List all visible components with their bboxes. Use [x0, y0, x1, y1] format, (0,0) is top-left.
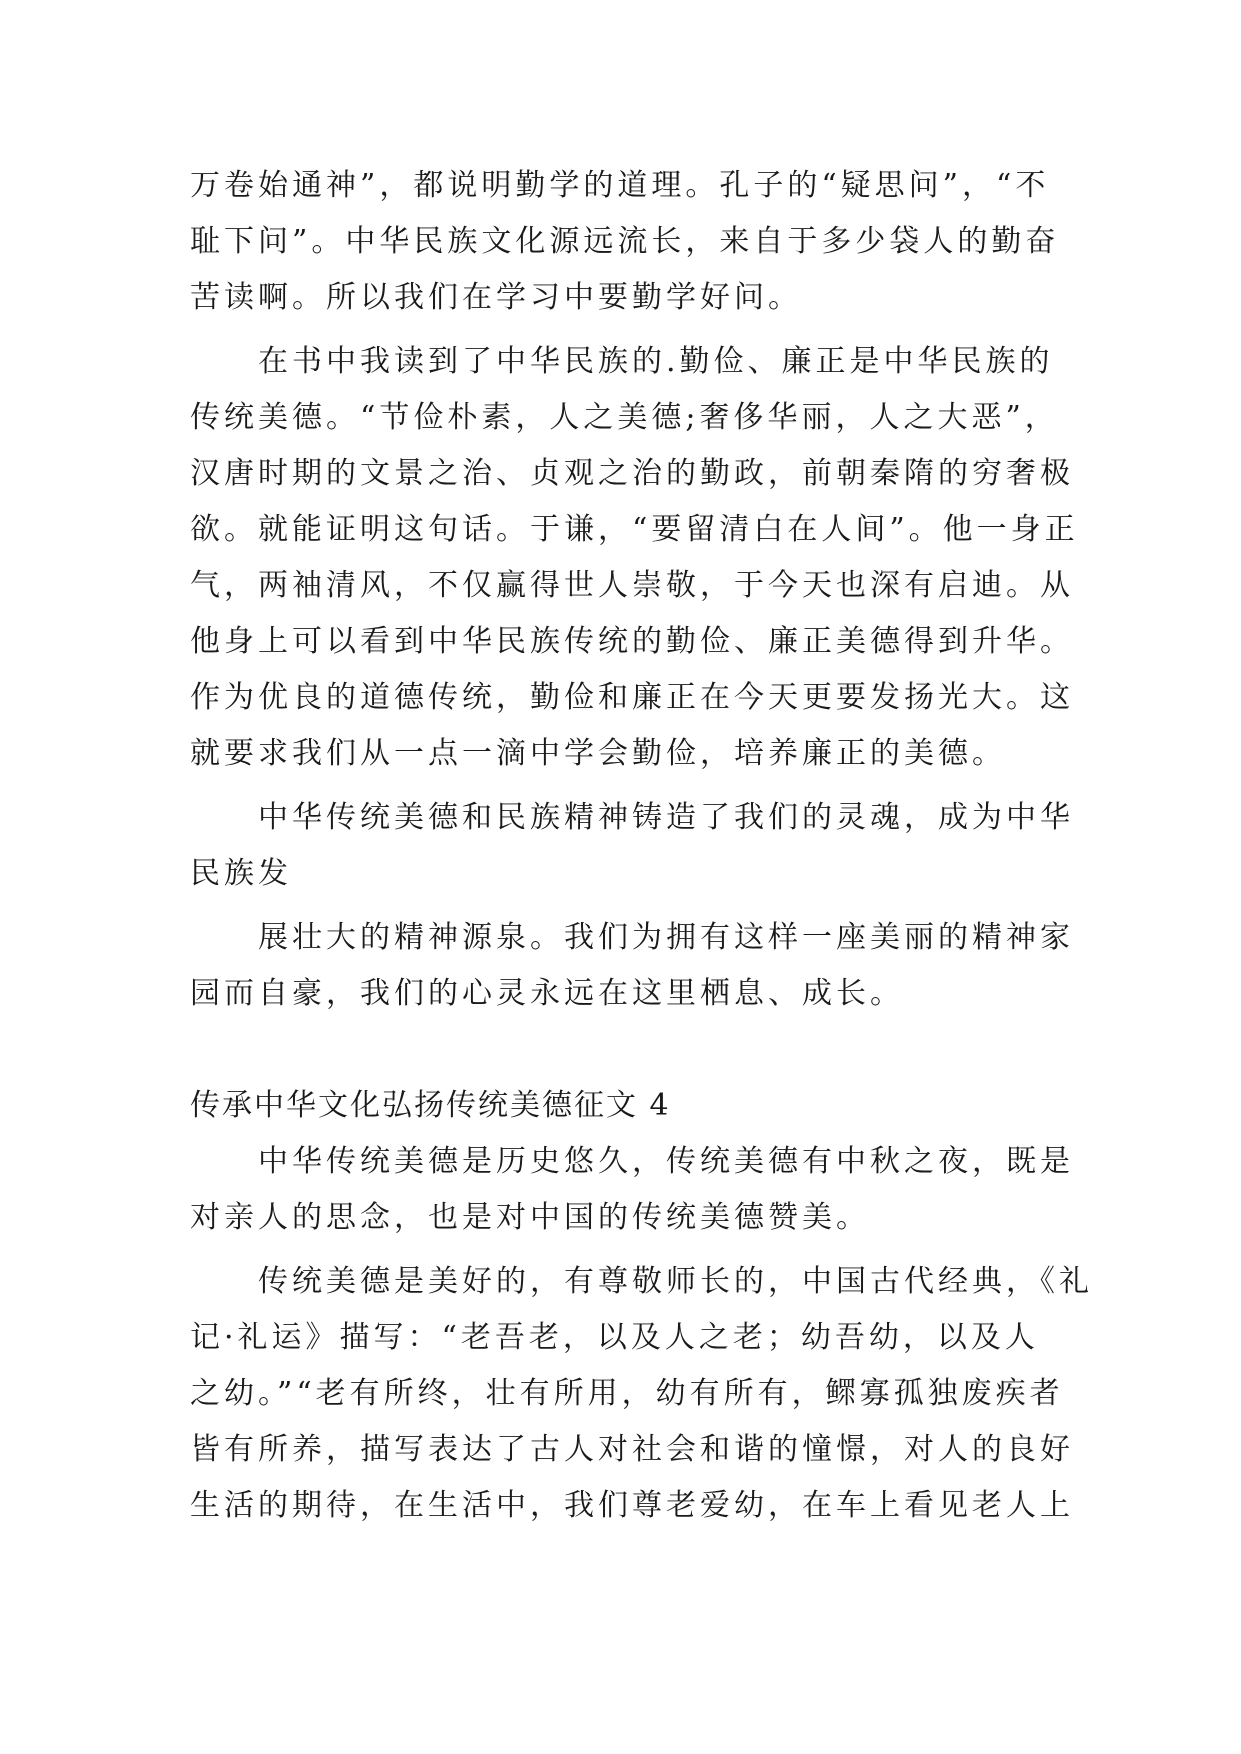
paragraph-line: 在书中我读到了中华民族的.勤俭、廉正是中华民族的 [258, 344, 1054, 379]
paragraph-line: 汉唐时期的文景之治、贞观之治的勤政，前朝秦隋的穷奢极 [190, 456, 1074, 491]
paragraph-line: 皆有所养，描写表达了古人对社会和谐的憧憬，对人的良好 [190, 1432, 1074, 1467]
paragraph-line: 记·礼运》描写：“老吾老，以及人之老；幼吾幼，以及人 [190, 1320, 1039, 1355]
paragraph-line: 就要求我们从一点一滴中学会勤俭，培养廉正的美德。 [190, 736, 1006, 771]
paragraph-line: 他身上可以看到中华民族传统的勤俭、廉正美德得到升华。 [190, 624, 1074, 659]
paragraph-line: 民族发 [190, 856, 292, 891]
paragraph-line: 对亲人的思念，也是对中国的传统美德赞美。 [190, 1200, 870, 1235]
paragraph-line: 作为优良的道德传统，勤俭和廉正在今天更要发扬光大。这 [190, 680, 1074, 715]
paragraph-line: 耻下问”。中华民族文化源远流长，来自于多少袋人的勤奋 [190, 224, 1060, 259]
paragraph-line: 中华传统美德和民族精神铸造了我们的灵魂，成为中华 [258, 800, 1074, 835]
paragraph-line: 气，两袖清风，不仅赢得世人崇敬，于今天也深有启迪。从 [190, 568, 1074, 603]
paragraph-line: 传统美德是美好的，有尊敬师长的，中国古代经典，《礼 [258, 1264, 1093, 1299]
paragraph-line: 欲。就能证明这句话。于谦，“要留清白在人间”。他一身正 [190, 512, 1079, 547]
paragraph-line: 苦读啊。所以我们在学习中要勤学好问。 [190, 280, 802, 315]
paragraph-line: 中华传统美德是历史悠久，传统美德有中秋之夜，既是 [258, 1144, 1074, 1179]
paragraph-line: 园而自豪，我们的心灵永远在这里栖息、成长。 [190, 976, 904, 1011]
paragraph-line: 展壮大的精神源泉。我们为拥有这样一座美丽的精神家 [258, 920, 1074, 955]
paragraph-line: 万卷始通神”，都说明勤学的道理。孔子的“疑思问”，“不 [190, 168, 1050, 203]
section-heading: 传承中华文化弘扬传统美德征文 4 [190, 1088, 671, 1123]
paragraph-line: 生活的期待，在生活中，我们尊老爱幼，在车上看见老人上 [190, 1488, 1074, 1523]
paragraph-line: 传统美德。“节俭朴素，人之美德;奢侈华丽，人之大恶”， [190, 400, 1059, 435]
paragraph-line: 之幼。”“老有所终，壮有所用，幼有所有，鳏寡孤独废疾者 [190, 1376, 1064, 1411]
